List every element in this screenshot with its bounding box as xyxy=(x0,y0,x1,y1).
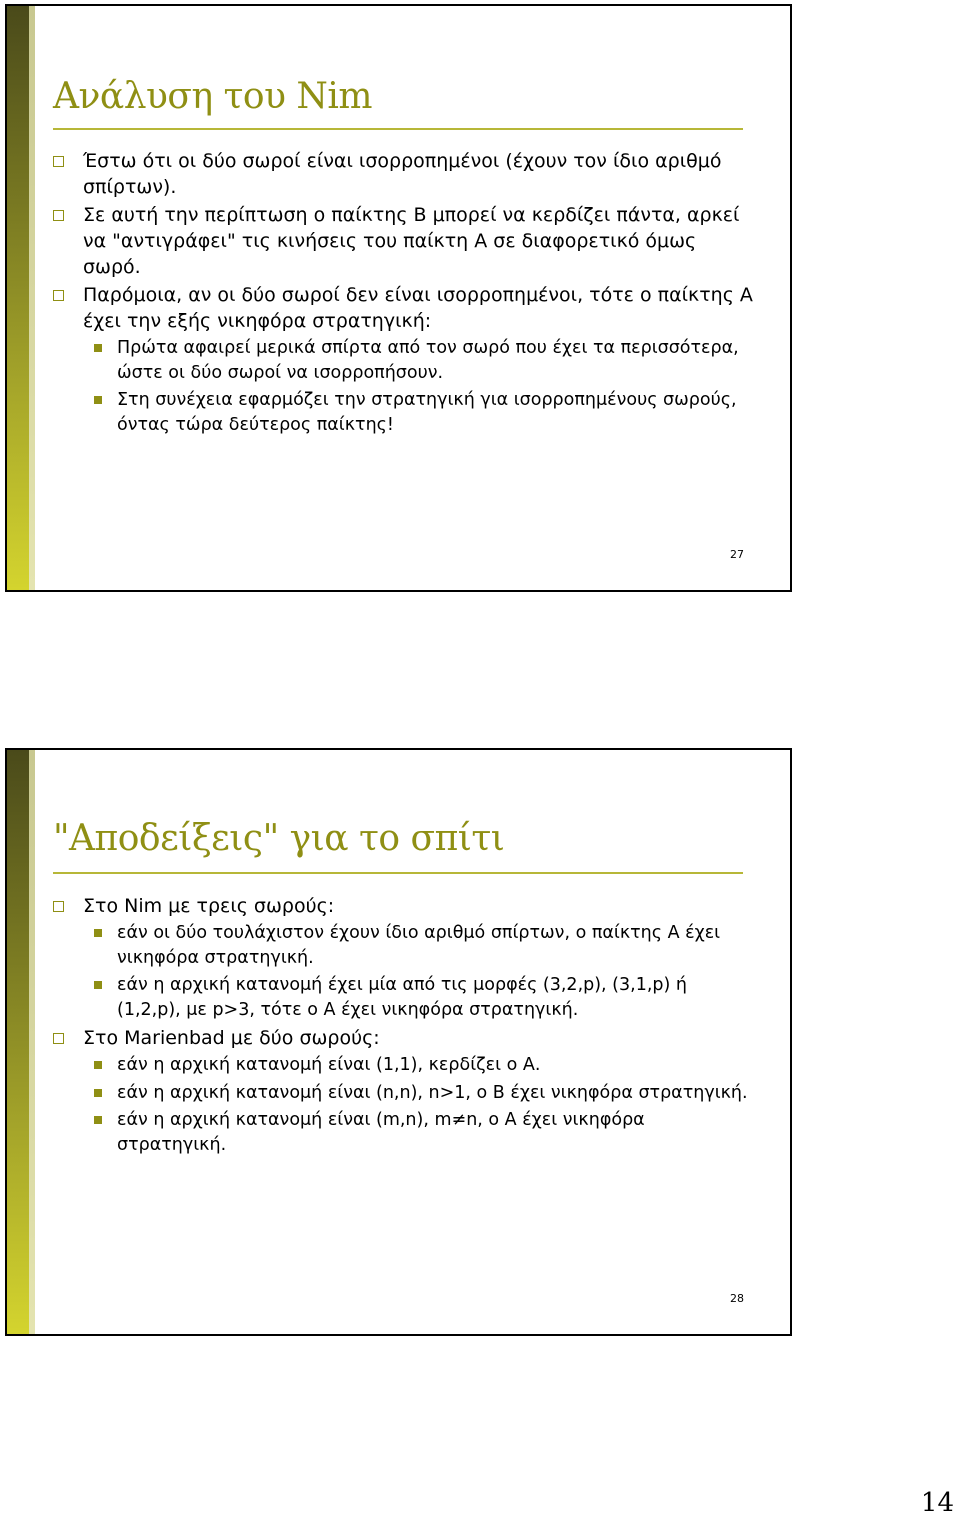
slide-sidebar-stripe xyxy=(29,6,35,590)
slide-page-number: 27 xyxy=(730,548,744,561)
hollow-square-bullet-icon xyxy=(53,156,64,167)
slide-sidebar-stripe xyxy=(29,750,35,1334)
filled-square-bullet-icon xyxy=(94,344,102,352)
filled-square-bullet-icon xyxy=(94,1089,102,1097)
hollow-square-bullet-icon xyxy=(53,210,64,221)
sub-bullet-text: εάν οι δύο τουλάχιστον έχουν ίδιο αριθμό σπίρτων, ο παίκτης Α έχει νικηφόρα στρατηγική. xyxy=(117,923,721,968)
sub-bullet-item xyxy=(53,973,753,1022)
sheet-page-number: 14 xyxy=(920,1488,954,1518)
bullet-item xyxy=(53,1025,753,1051)
bullet-item xyxy=(53,282,753,334)
bullet-text: Παρόμοια, αν οι δύο σωροί δεν είναι ισορροπημένοι, τότε ο παίκτης Α έχει την εξής νικηφόρα στρατηγική: xyxy=(83,284,753,332)
bullet-text: Έστω ότι οι δύο σωροί είναι ισορροπημένοι (έχουν τον ίδιο αριθμό σπίρτων). xyxy=(83,150,722,198)
slide-title: Ανάλυση του Nim xyxy=(53,76,373,117)
bullet-text: Στο Nim με τρεις σωρούς: xyxy=(83,895,335,917)
hollow-square-bullet-icon xyxy=(53,290,64,301)
sub-bullet-item xyxy=(53,921,753,970)
sub-bullet-item xyxy=(53,1053,753,1078)
sub-bullet-text: εάν η αρχική κατανομή είναι (n,n), n>1, ο Β έχει νικηφόρα στρατηγική. xyxy=(117,1082,748,1103)
sub-bullet-text: εάν η αρχική κατανομή έχει μία από τις μορφές (3,2,p), (3,1,p) ή (1,2,p), με p>3, τότε ο Α έχει νικηφόρα στρατηγική. xyxy=(117,975,687,1020)
filled-square-bullet-icon xyxy=(94,1061,102,1069)
hollow-square-bullet-icon xyxy=(53,901,64,912)
sub-bullet-item xyxy=(53,1081,753,1106)
sub-bullet-item xyxy=(53,388,753,437)
sub-bullet-text: εάν η αρχική κατανομή είναι (1,1), κερδίζει ο Α. xyxy=(117,1055,541,1075)
sub-bullet-text: εάν η αρχική κατανομή είναι (m,n), m≠n, ο Α έχει νικηφόρα στρατηγική. xyxy=(117,1110,645,1155)
sub-bullet-text: Στη συνέχεια εφαρμόζει την στρατηγική για ισορροπημένους σωρούς, όντας τώρα δεύτερος παίκτης! xyxy=(117,390,737,435)
sub-bullet-item xyxy=(53,336,753,385)
slide-sidebar-bar xyxy=(7,6,29,590)
bullet-item xyxy=(53,202,753,280)
slide-27 xyxy=(5,4,792,592)
slide-title: "Αποδείξεις" για το σπίτι xyxy=(53,818,505,859)
bullet-text: Στο Marienbad με δύο σωρούς: xyxy=(83,1027,380,1049)
sub-bullet-item xyxy=(53,1108,753,1157)
bullet-item xyxy=(53,148,753,200)
hollow-square-bullet-icon xyxy=(53,1033,64,1044)
slide-page-number: 28 xyxy=(730,1292,744,1305)
slide-content xyxy=(53,148,753,440)
title-underline xyxy=(53,128,743,130)
filled-square-bullet-icon xyxy=(94,981,102,989)
slide-content xyxy=(53,893,753,1160)
bullet-text: Σε αυτή την περίπτωση ο παίκτης Β μπορεί να κερδίζει πάντα, αρκεί να "αντιγράφει" τις κινήσεις του παίκτη Α σε διαφορετικό όμως σωρό. xyxy=(83,204,740,278)
title-underline xyxy=(53,872,743,874)
sub-bullet-text: Πρώτα αφαιρεί μερικά σπίρτα από τον σωρό που έχει τα περισσότερα, ώστε οι δύο σωροί να ισορροπήσουν. xyxy=(117,338,739,383)
filled-square-bullet-icon xyxy=(94,929,102,937)
filled-square-bullet-icon xyxy=(94,396,102,404)
bullet-item xyxy=(53,893,753,919)
slide-sidebar-bar xyxy=(7,750,29,1334)
slide-28 xyxy=(5,748,792,1336)
filled-square-bullet-icon xyxy=(94,1116,102,1124)
